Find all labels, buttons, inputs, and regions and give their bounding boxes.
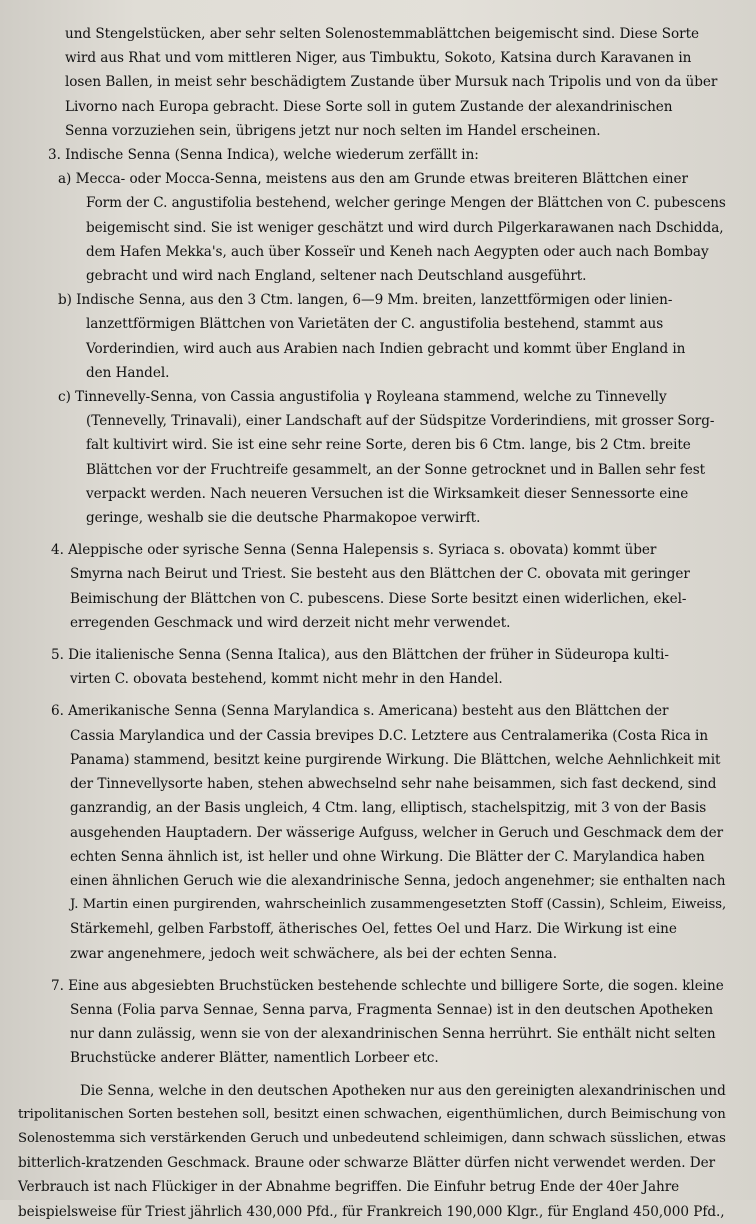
text-line: tripolitanischen Sorten bestehen soll, besitzt einen schwachen, eigenthümlichen, durch Beimischung von	[18, 1106, 726, 1122]
text-line: J. Martin einen purgirenden, wahrscheinlich zusammengesetzten Stoff (Cassin), Schleim, Eiweiss,	[70, 897, 727, 913]
text-line: Bruchstücke anderer Blätter, namentlich Lorbeer etc.	[70, 1050, 439, 1067]
text-line: beigemischt sind. Sie ist weniger geschätzt und wird durch Pilgerkarawanen nach Dschidda,	[86, 219, 724, 236]
text-line: Stärkemehl, gelben Farbstoff, ätherisches Oel, fettes Oel und Harz. Die Wirkung ist eine	[70, 921, 677, 938]
text-line: gebracht und wird nach England, seltener nach Deutschland ausgeführt.	[86, 268, 587, 285]
text-line: wird aus Rhat und vom mittleren Niger, aus Timbuktu, Sokoto, Katsina durch Karavanen in	[65, 50, 692, 67]
section-heading: 4. Aleppische oder syrische Senna (Senna Halepensis s. Syriaca s. obovata) kommt über	[51, 542, 657, 559]
text-line: bitterlich-kratzenden Geschmack. Braune oder schwarze Blätter dürfen nicht verwendet werden. Der	[18, 1155, 716, 1172]
text-line: Die Senna, welche in den deutschen Apotheken nur aus den gereinigten alexandrinischen und	[80, 1082, 726, 1099]
text-line: beispielsweise für Triest jährlich 430,000 Pfd., für Frankreich 190,000 Klgr., für England 450,000 Pfd.,	[18, 1203, 725, 1220]
text-line: Form der C. angustifolia bestehend, welcher geringe Mengen der Blättchen von C. pubescens	[86, 195, 726, 212]
text-line: virten C. obovata bestehend, kommt nicht mehr in den Handel.	[70, 671, 503, 688]
text-line: Verbrauch ist nach Flückiger in der Abnahme begriffen. Die Einfuhr betrug Ende der 40er Jahre	[18, 1179, 680, 1196]
section-heading: 7. Eine aus abgesiebten Bruchstücken bestehende schlechte und billigere Sorte, die sogen. kleine	[51, 977, 724, 994]
text-line: erregenden Geschmack und wird derzeit nicht mehr verwendet.	[70, 614, 511, 631]
text-line: Blättchen vor der Fruchtreife gesammelt, an der Sonne getrocknet und in Ballen sehr fest	[86, 461, 706, 478]
text-line: der Tinnevellysorte haben, stehen abwechselnd sehr nahe beisammen, sich fast deckend, sind	[70, 776, 717, 793]
text-line: echten Senna ähnlich ist, ist heller und ohne Wirkung. Die Blätter der C. Marylandica haben	[70, 848, 705, 865]
subitem-heading: b) Indische Senna, aus den 3 Ctm. langen, 6—9 Mm. breiten, lanzettförmigen oder linien-	[58, 292, 673, 309]
text-line: ganzrandig, an der Basis ungleich, 4 Ctm. lang, elliptisch, stachelspitzig, mit 3 von der Basis	[70, 800, 707, 817]
text-line: geringe, weshalb sie die deutsche Pharmakopoe verwirft.	[86, 510, 481, 527]
section-amerikanische-senna	[18, 699, 727, 965]
text-line: verpackt werden. Nach neueren Versuchen ist die Wirksamkeit dieser Sennessorte eine	[86, 485, 689, 502]
text-line: einen ähnlichen Geruch wie die alexandrinische Senna, jedoch angenehmer; sie enthalten nach	[70, 872, 726, 889]
text-line: zwar angenehmere, jedoch weit schwächere, als bei der echten Senna.	[70, 945, 558, 962]
section-aleppische-senna	[18, 538, 724, 635]
text-line: ausgehenden Hauptadern. Der wässerige Aufguss, welcher in Geruch und Geschmack dem der	[70, 824, 724, 841]
text-line: und Stengelstücken, aber sehr selten Solenostemmablättchen beigemischt sind. Diese Sorte	[65, 26, 700, 42]
subitem-heading: c) Tinnevelly-Senna, von Cassia angustifolia γ Royleana stammend, welche zu Tinnevelly	[58, 389, 667, 406]
section-heading: 3. Indische Senna (Senna Indica), welche wiederum zerfällt in:	[48, 147, 479, 164]
text-line: Beimischung der Blättchen von C. pubescens. Diese Sorte besitzt einen widerlichen, ekel-	[70, 590, 687, 607]
text-line: losen Ballen, in meist sehr beschädigtem Zustande über Mursuk nach Tripolis und von da über	[65, 74, 718, 91]
closing-paragraph	[18, 1079, 724, 1224]
text-line: Panama) stammend, besitzt keine purgirende Wirkung. Die Blättchen, welche Aehnlichkeit mit	[70, 751, 721, 768]
text-line: dem Hafen Mekka's, auch über Kosseïr und Keneh nach Aegypten oder auch nach Bombay	[86, 243, 709, 260]
text-line: den Handel.	[86, 364, 170, 381]
subitem-heading: a) Mecca- oder Mocca-Senna, meistens aus den am Grunde etwas breiteren Blättchen einer	[58, 171, 688, 188]
text-line: Cassia Marylandica und der Cassia brevipes D.C. Letztere aus Centralamerika (Costa Rica in	[70, 727, 709, 744]
text-line: lanzettförmigen Blättchen von Varietäten der C. angustifolia bestehend, stammt aus	[86, 316, 664, 333]
text-line: Solenostemma sich verstärkenden Geruch und unbedeutend schleimigen, dann schwach süsslichen, etwas	[18, 1130, 726, 1146]
text-line: Senna (Folia parva Sennae, Senna parva, Fragmenta Sennae) ist in den deutschen Apotheken	[70, 1001, 714, 1018]
text-line: falt kultivirt wird. Sie ist eine sehr reine Sorte, deren bis 6 Ctm. lange, bis 2 Ctm. breite	[86, 437, 691, 454]
section-kleine-senna	[18, 974, 724, 1071]
text-line: Vorderindien, wird auch aus Arabien nach Indien gebracht und kommt über England in	[86, 340, 686, 357]
intro-paragraph	[18, 22, 724, 143]
text-line: Livorno nach Europa gebracht. Diese Sorte soll in gutem Zustande der alexandrinischen	[65, 98, 673, 115]
section-heading: 6. Amerikanische Senna (Senna Marylandica s. Americana) besteht aus den Blättchen der	[51, 703, 669, 720]
text-line: nur dann zulässig, wenn sie von der alexandrinischen Senna herrührt. Sie enthält nicht selten	[70, 1026, 716, 1043]
section-italienische-senna	[18, 643, 724, 691]
section-indische-senna	[18, 143, 724, 530]
section-heading: 5. Die italienische Senna (Senna Italica), aus den Blättchen der früher in Südeuropa kulti-	[51, 647, 669, 664]
text-line: Senna vorzuziehen sein, übrigens jetzt nur noch selten im Handel erscheinen.	[65, 122, 601, 139]
text-line: Smyrna nach Beirut und Triest. Sie besteht aus den Blättchen der C. obovata mit geringer	[70, 566, 690, 583]
text-line: (Tennevelly, Trinavali), einer Landschaft auf der Südspitze Vorderindiens, mit grosser Sorg-	[86, 413, 715, 430]
